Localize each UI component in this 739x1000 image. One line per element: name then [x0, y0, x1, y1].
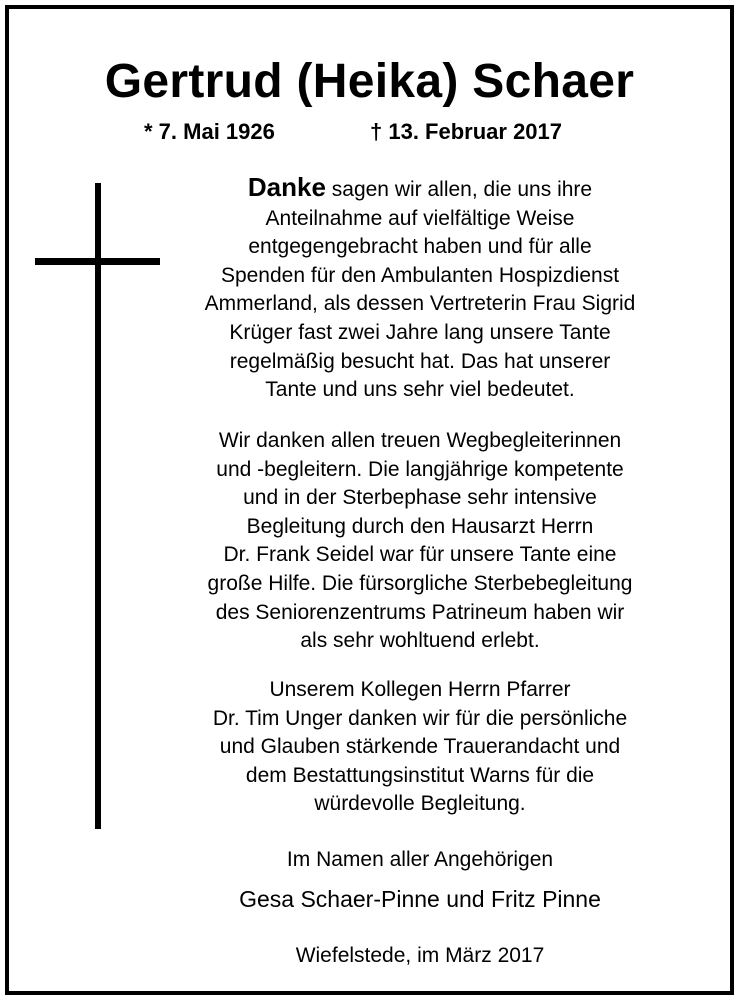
- thanks-paragraph-1: [135, 173, 705, 405]
- thanks-paragraph-3: [135, 676, 705, 819]
- paragraph-line: Begleitung durch den Hausarzt Herrn: [246, 514, 594, 538]
- signature-intro: Im Namen aller Angehörigen: [286, 848, 554, 871]
- place-and-date: Wiefelstede, im März 2017: [295, 944, 545, 967]
- cross-icon: [95, 183, 101, 829]
- paragraph-line: Spenden für den Ambulanten Hospizdienst: [220, 263, 620, 287]
- paragraph-line: große Hilfe. Die fürsorgliche Sterbebegleitung: [207, 571, 633, 595]
- thanks-first-line: sagen wir allen, die uns ihre: [325, 178, 593, 201]
- paragraph-line: würdevolle Begleitung.: [314, 792, 526, 816]
- paragraph-line: und Glauben stärkende Trauerandacht und: [219, 735, 621, 759]
- paragraph-line: dem Bestattungsinstitut Warns für die: [245, 763, 595, 787]
- paragraph-line: Anteilnahme auf vielfältige Weise: [265, 206, 575, 230]
- paragraph-line: Unserem Kollegen Herrn Pfarrer: [269, 678, 571, 701]
- thanks-lead-word: Danke: [247, 172, 326, 202]
- paragraph-line: entgegengebracht haben und für alle: [248, 235, 592, 259]
- birth-date: * 7. Mai 1926: [144, 119, 275, 144]
- paragraph-line: [135, 173, 705, 205]
- paragraph-line: und in der Sterbephase sehr intensive: [243, 486, 597, 510]
- paragraph-line: des Seniorenzentrums Patrineum haben wir: [215, 600, 625, 624]
- paragraph-line: Tante und uns sehr viel bedeutet.: [265, 378, 575, 402]
- paragraph-line: Wir danken allen treuen Wegbegleiterinnen: [218, 429, 622, 452]
- paragraph-line: Krüger fast zwei Jahre lang unsere Tante: [229, 320, 611, 344]
- thanks-paragraph-2: [135, 427, 705, 656]
- paragraph-line: Dr. Frank Seidel war für unsere Tante eine: [223, 543, 617, 567]
- paragraph-line: Ammerland, als dessen Vertreterin Frau Sigrid: [204, 292, 636, 316]
- deceased-name: Gertrud (Heika) Schaer: [104, 55, 635, 108]
- paragraph-line: Dr. Tim Unger danken wir für die persönliche: [212, 706, 628, 730]
- paragraph-line: regelmäßig besucht hat. Das hat unserer: [229, 349, 611, 373]
- paragraph-line: als sehr wohltuend erlebt.: [300, 629, 540, 653]
- signature-names: Gesa Schaer-Pinne und Fritz Pinne: [239, 886, 601, 912]
- death-date: † 13. Februar 2017: [370, 119, 563, 144]
- paragraph-line: und -begleitern. Die langjährige kompetente: [216, 457, 624, 481]
